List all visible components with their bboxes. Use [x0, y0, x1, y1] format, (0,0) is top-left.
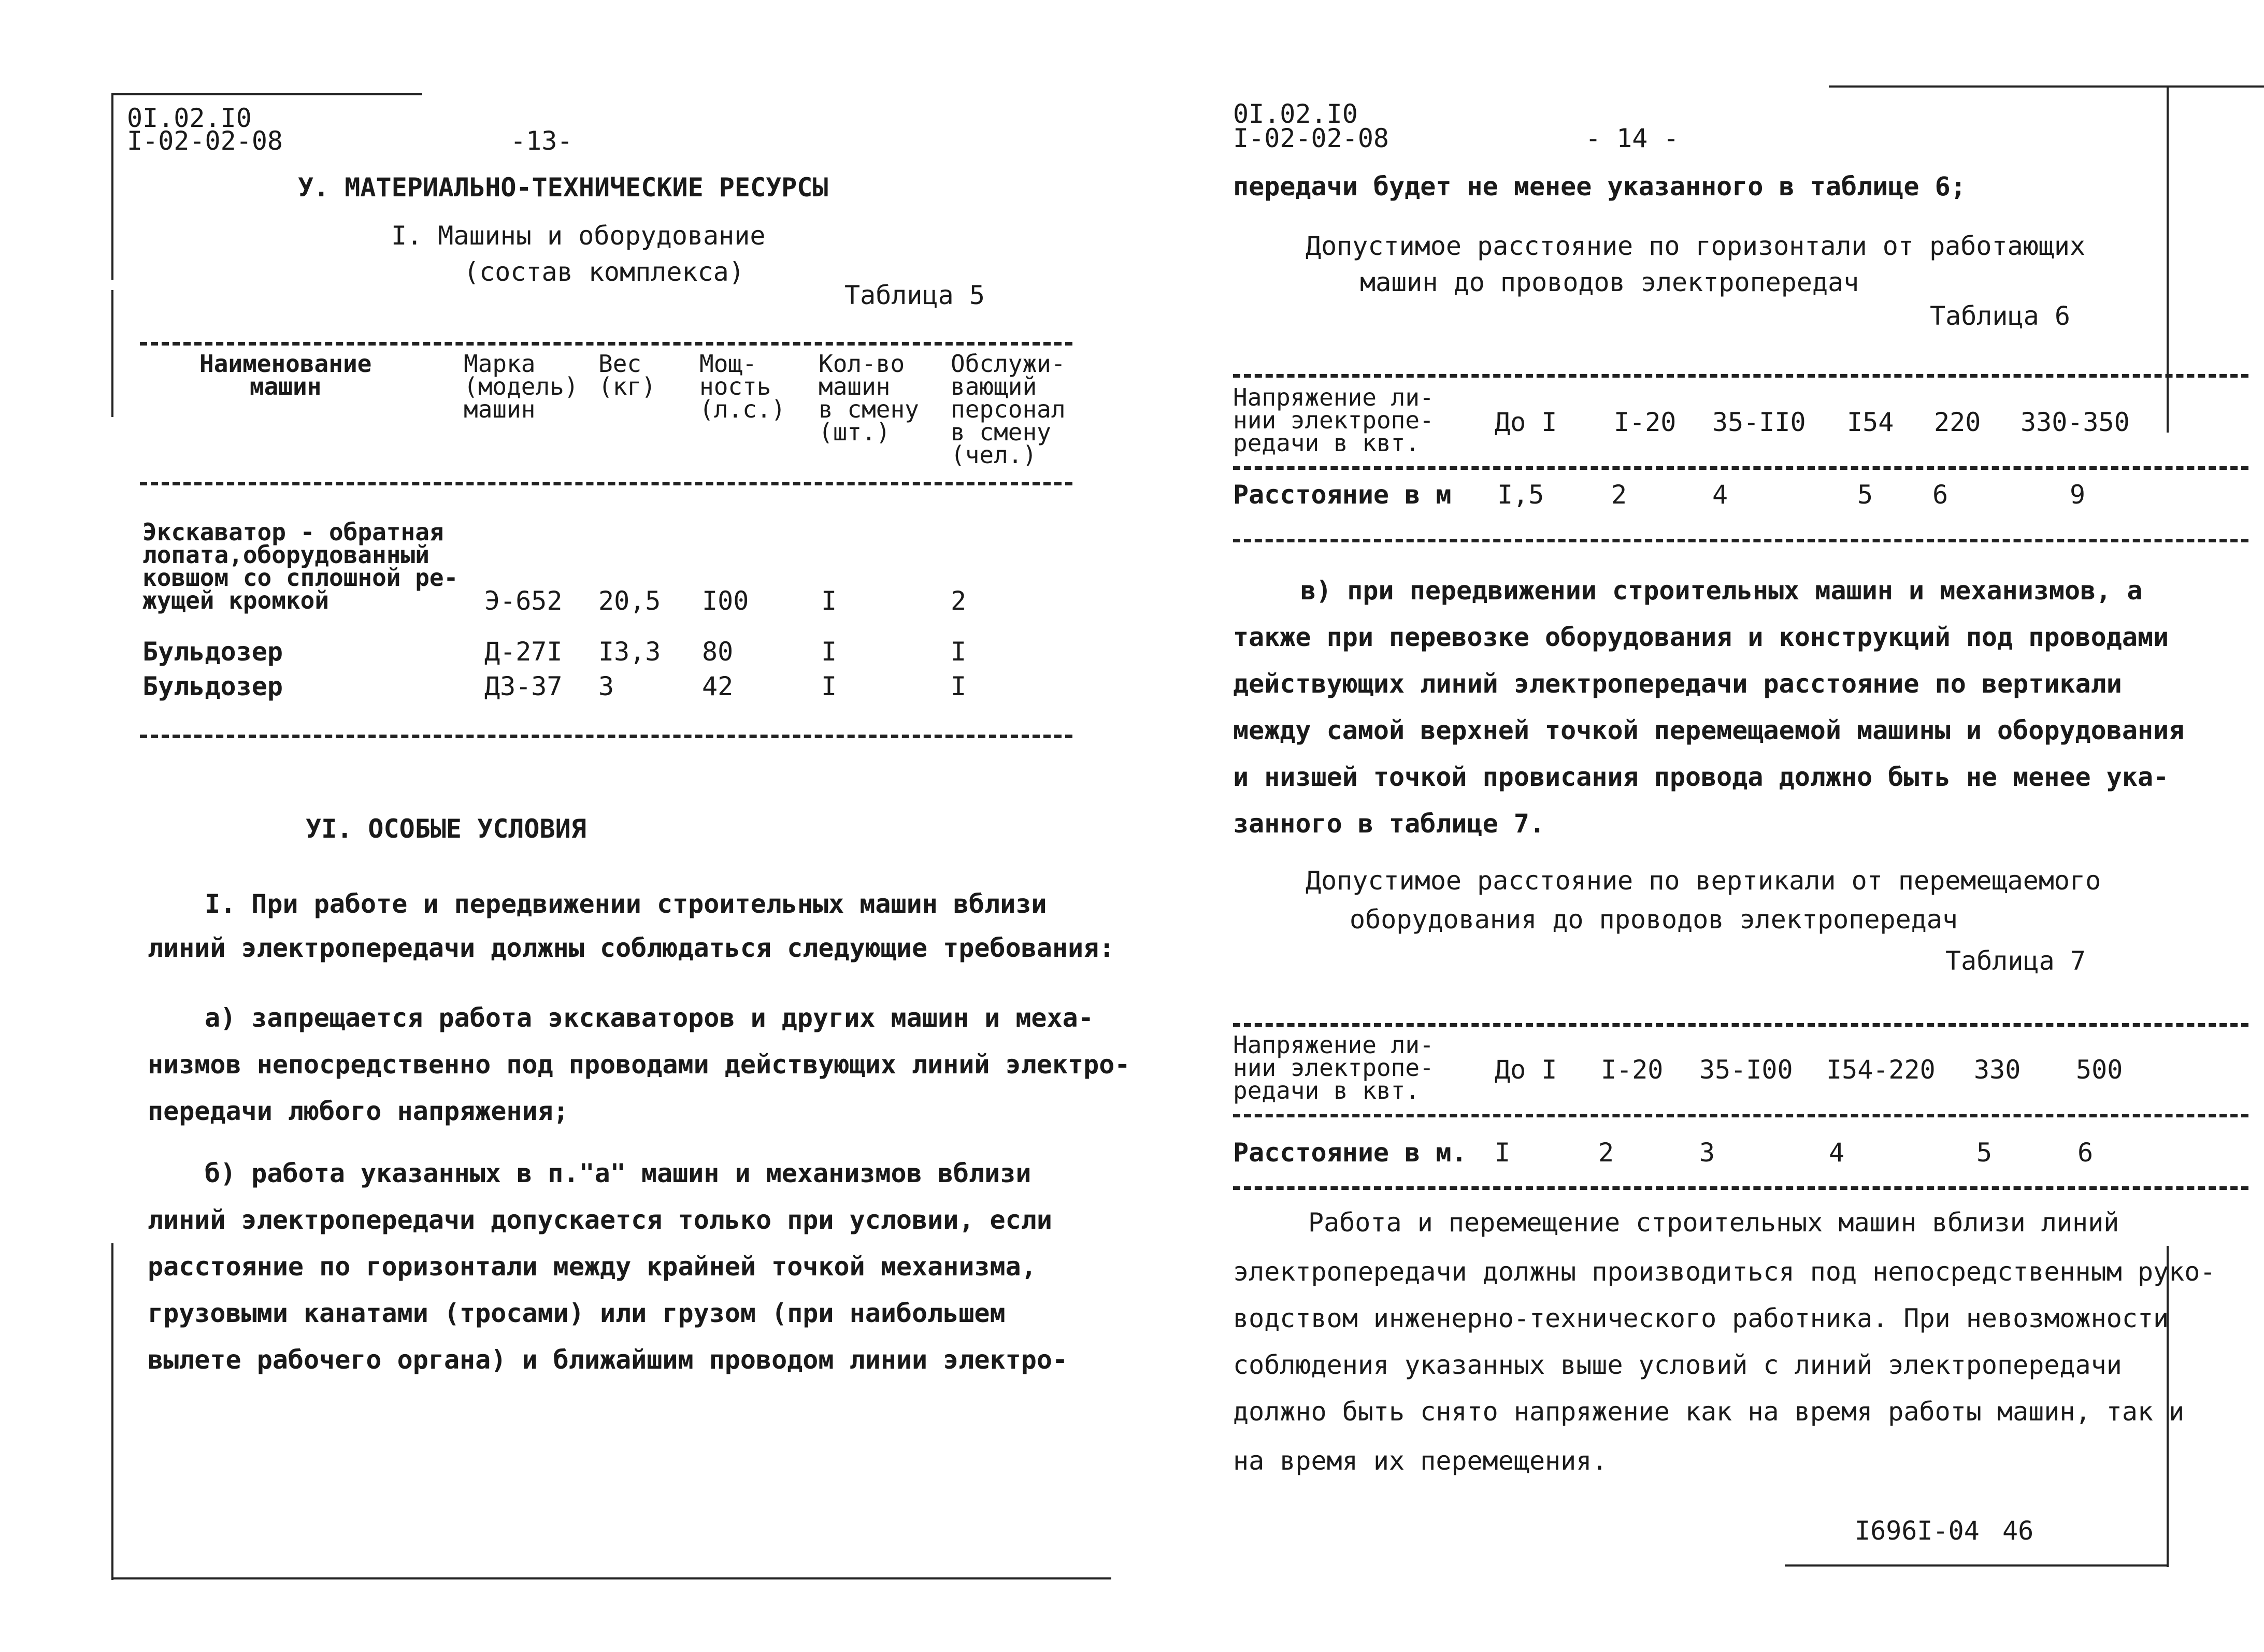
table7-top-rule — [1233, 1023, 2248, 1027]
frame-left-line-upper — [111, 93, 113, 280]
table6-caption: Таблица 6 — [1930, 301, 2070, 331]
sub-title-1: I. Машины и оборудование — [391, 221, 766, 251]
t5-row1-staff: 2 — [951, 586, 967, 616]
t7-voltage-1: До I — [1495, 1055, 1557, 1085]
t5-header-qty: Кол-во машин в смену (шт.) — [819, 350, 919, 446]
doc-code-2: I-02-02-08 — [127, 126, 283, 156]
doc-code-2: I-02-02-08 — [1233, 123, 1389, 153]
t7-distance-5: 5 — [1976, 1138, 1993, 1168]
t6-distance-4: 5 — [1857, 480, 1873, 510]
t7-voltage-5: 330 — [1974, 1055, 2021, 1085]
para-end-line-3: водством инженерно-технического работника. При невозможности — [1233, 1303, 2169, 1333]
intro-line: передачи будет не менее указанного в таблице 6; — [1233, 171, 1966, 202]
frame-left-line-mid — [111, 290, 113, 417]
para-end-line-5: должно быть снято напряжение как на время работы машин, так и — [1233, 1397, 2185, 1427]
t5-row1-model: Э-652 — [484, 586, 563, 616]
frame-top-line — [111, 93, 422, 95]
left-para-line-3: а) запрещается работа экскаваторов и других машин и меха- — [205, 1003, 1094, 1033]
left-para-line-2: линий электропередачи должны соблюдаться следующие требования: — [148, 933, 1115, 963]
left-para-line-7: линий электропередачи допускается только при условии, если — [148, 1205, 1052, 1235]
t5-row2-weight: I3,3 — [598, 637, 661, 667]
left-para-line-5: передачи любого напряжения; — [148, 1096, 569, 1126]
t7-voltage-2: I-20 — [1601, 1055, 1664, 1085]
t7-distance-6: 6 — [2077, 1138, 2094, 1168]
t7-distance-4: 4 — [1829, 1138, 1845, 1168]
frame-top-line — [1829, 85, 2264, 88]
table7-title-2: оборудования до проводов электропередач — [1350, 904, 1958, 935]
left-para-line-1: I. При работе и передвижении строительных машин вблизи — [205, 889, 1047, 919]
t5-row3-qty: I — [821, 671, 837, 701]
t5-row3-name: Бульдозер — [142, 671, 283, 701]
t6-voltage-3: 35-II0 — [1712, 407, 1806, 437]
t5-row3-staff: I — [951, 671, 967, 701]
t6-voltage-4: I54 — [1847, 407, 1894, 437]
t7-voltage-6: 500 — [2076, 1055, 2123, 1085]
footer-code: I696I-04 — [1855, 1516, 1980, 1546]
t7-voltage-4: I54-220 — [1826, 1055, 1936, 1085]
page-number: -13- — [510, 126, 573, 156]
t5-row3-power: 42 — [702, 671, 734, 701]
doc-code-1: 0I.02.I0 — [1233, 99, 1358, 129]
table6-bottom-rule — [1233, 539, 2248, 542]
table5-header-rule — [140, 482, 1072, 485]
t5-header-model: Марка (модель) машин — [464, 350, 579, 423]
t5-row2-staff: I — [951, 637, 967, 667]
t6-distance-1: I,5 — [1497, 480, 1544, 510]
left-para-line-4: низмов непосредственно под проводами действующих линий электро- — [148, 1050, 1130, 1080]
table6-top-rule — [1233, 374, 2248, 378]
table6-title-2: машин до проводов электропередач — [1360, 267, 1859, 297]
right-page — [1132, 0, 2264, 1652]
t7-distance-3: 3 — [1699, 1138, 1715, 1168]
left-para-line-10: вылете рабочего органа) и ближайшим проводом линии электро- — [148, 1345, 1068, 1375]
t5-row3-model: ДЗ-37 — [484, 671, 563, 701]
t5-row1-weight: 20,5 — [598, 586, 661, 616]
table7-header-rule — [1233, 1114, 2248, 1117]
t6-voltage-2: I-20 — [1614, 407, 1676, 437]
para-end-line-4: соблюдения указанных выше условий с линий электропередачи — [1233, 1350, 2122, 1380]
t6-voltage-5: 220 — [1934, 407, 1981, 437]
page-number: - 14 - — [1585, 123, 1679, 153]
para-end-line-2: электропередачи должны производиться под непосредственным руко- — [1233, 1257, 2216, 1287]
t5-row1-power: I00 — [702, 586, 749, 616]
para-v-line-2: также при перевозке оборудования и конструкций под проводами — [1233, 622, 2169, 652]
t6-distance-6: 9 — [2070, 480, 2086, 510]
table5-bottom-rule — [140, 735, 1072, 738]
doc-code-1: 0I.02.I0 — [127, 103, 252, 133]
para-v-line-6: занного в таблице 7. — [1233, 809, 1545, 839]
para-end-line-1: Работа и перемещение строительных машин вблизи линий — [1308, 1208, 2119, 1238]
table7-title-1: Допустимое расстояние по вертикали от перемещаемого — [1306, 866, 2101, 896]
sub-title-2: (состав комплекса) — [464, 257, 744, 287]
frame-bottom-line — [111, 1577, 1111, 1579]
t6-distance-2: 2 — [1611, 480, 1627, 510]
t7-distance-2: 2 — [1598, 1138, 1614, 1168]
t5-row1-name: Экскаватор - обратная лопата,оборудованный ковшом со сплошной ре- жущей кромкой — [142, 518, 458, 614]
left-para-line-8: расстояние по горизонтали между крайней точкой механизма, — [148, 1252, 1037, 1282]
t7-row-label: Расстояние в м. — [1233, 1138, 1467, 1168]
t7-distance-1: I — [1495, 1138, 1511, 1168]
table7-bottom-rule — [1233, 1186, 2248, 1190]
t5-row1-qty: I — [821, 586, 837, 616]
para-v-line-4: между самой верхней точкой перемещаемой машины и оборудования — [1233, 715, 2185, 745]
t5-header-name: Наименование машин — [199, 350, 372, 400]
t7-voltage-3: 35-I00 — [1699, 1055, 1793, 1085]
table7-caption: Таблица 7 — [1945, 946, 2086, 976]
frame-right-line-upper — [2167, 85, 2169, 433]
t6-header-label: Напряжение ли- нии электропе- редачи в квт. — [1233, 383, 1434, 457]
t6-voltage-6: 330-350 — [2021, 407, 2130, 437]
t5-header-staff: Обслужи- вающий персонал в смену (чел.) — [951, 350, 1066, 469]
t5-row3-weight: 3 — [598, 671, 614, 701]
left-para-line-6: б) работа указанных в п."а" машин и механизмов вблизи — [205, 1158, 1031, 1188]
t5-header-power: Мощ- ность (л.с.) — [699, 350, 786, 423]
t5-row2-model: Д-27I — [484, 637, 563, 667]
frame-bottom-line — [1785, 1564, 2168, 1567]
para-end-line-6: на время их перемещения. — [1233, 1446, 1608, 1476]
t7-header-label: Напряжение ли- нии электропе- редачи в квт. — [1233, 1031, 1434, 1104]
t6-distance-3: 4 — [1712, 480, 1728, 510]
para-v-line-1: в) при передвижении строительных машин и механизмов, а — [1300, 576, 2143, 606]
table5-caption: Таблица 5 — [844, 280, 985, 310]
left-para-line-9: грузовыми канатами (тросами) или грузом (при наибольшем — [148, 1298, 1006, 1328]
t6-voltage-1: До I — [1495, 407, 1557, 437]
table5-top-rule — [140, 342, 1072, 346]
t5-row2-qty: I — [821, 637, 837, 667]
section5-title: У. МАТЕРИАЛЬНО-ТЕХНИЧЕСКИЕ РЕСУРСЫ — [298, 173, 828, 203]
t5-row2-name: Бульдозер — [142, 637, 283, 667]
t6-row-label: Расстояние в м — [1233, 480, 1452, 510]
footer-page: 46 — [2002, 1516, 2034, 1546]
para-v-line-5: и низшей точкой провисания провода должно быть не менее ука- — [1233, 762, 2169, 792]
t6-distance-5: 6 — [1932, 480, 1948, 510]
t5-row2-power: 80 — [702, 637, 734, 667]
t5-header-weight: Вес (кг) — [598, 350, 656, 400]
table6-title-1: Допустимое расстояние по горизонтали от работающих — [1306, 231, 2086, 261]
para-v-line-3: действующих линий электропередачи расстояние по вертикали — [1233, 669, 2122, 699]
section6-title: УI. ОСОБЫЕ УСЛОВИЯ — [306, 814, 586, 844]
table6-header-rule — [1233, 466, 2248, 470]
frame-left-line-lower — [111, 1243, 113, 1580]
